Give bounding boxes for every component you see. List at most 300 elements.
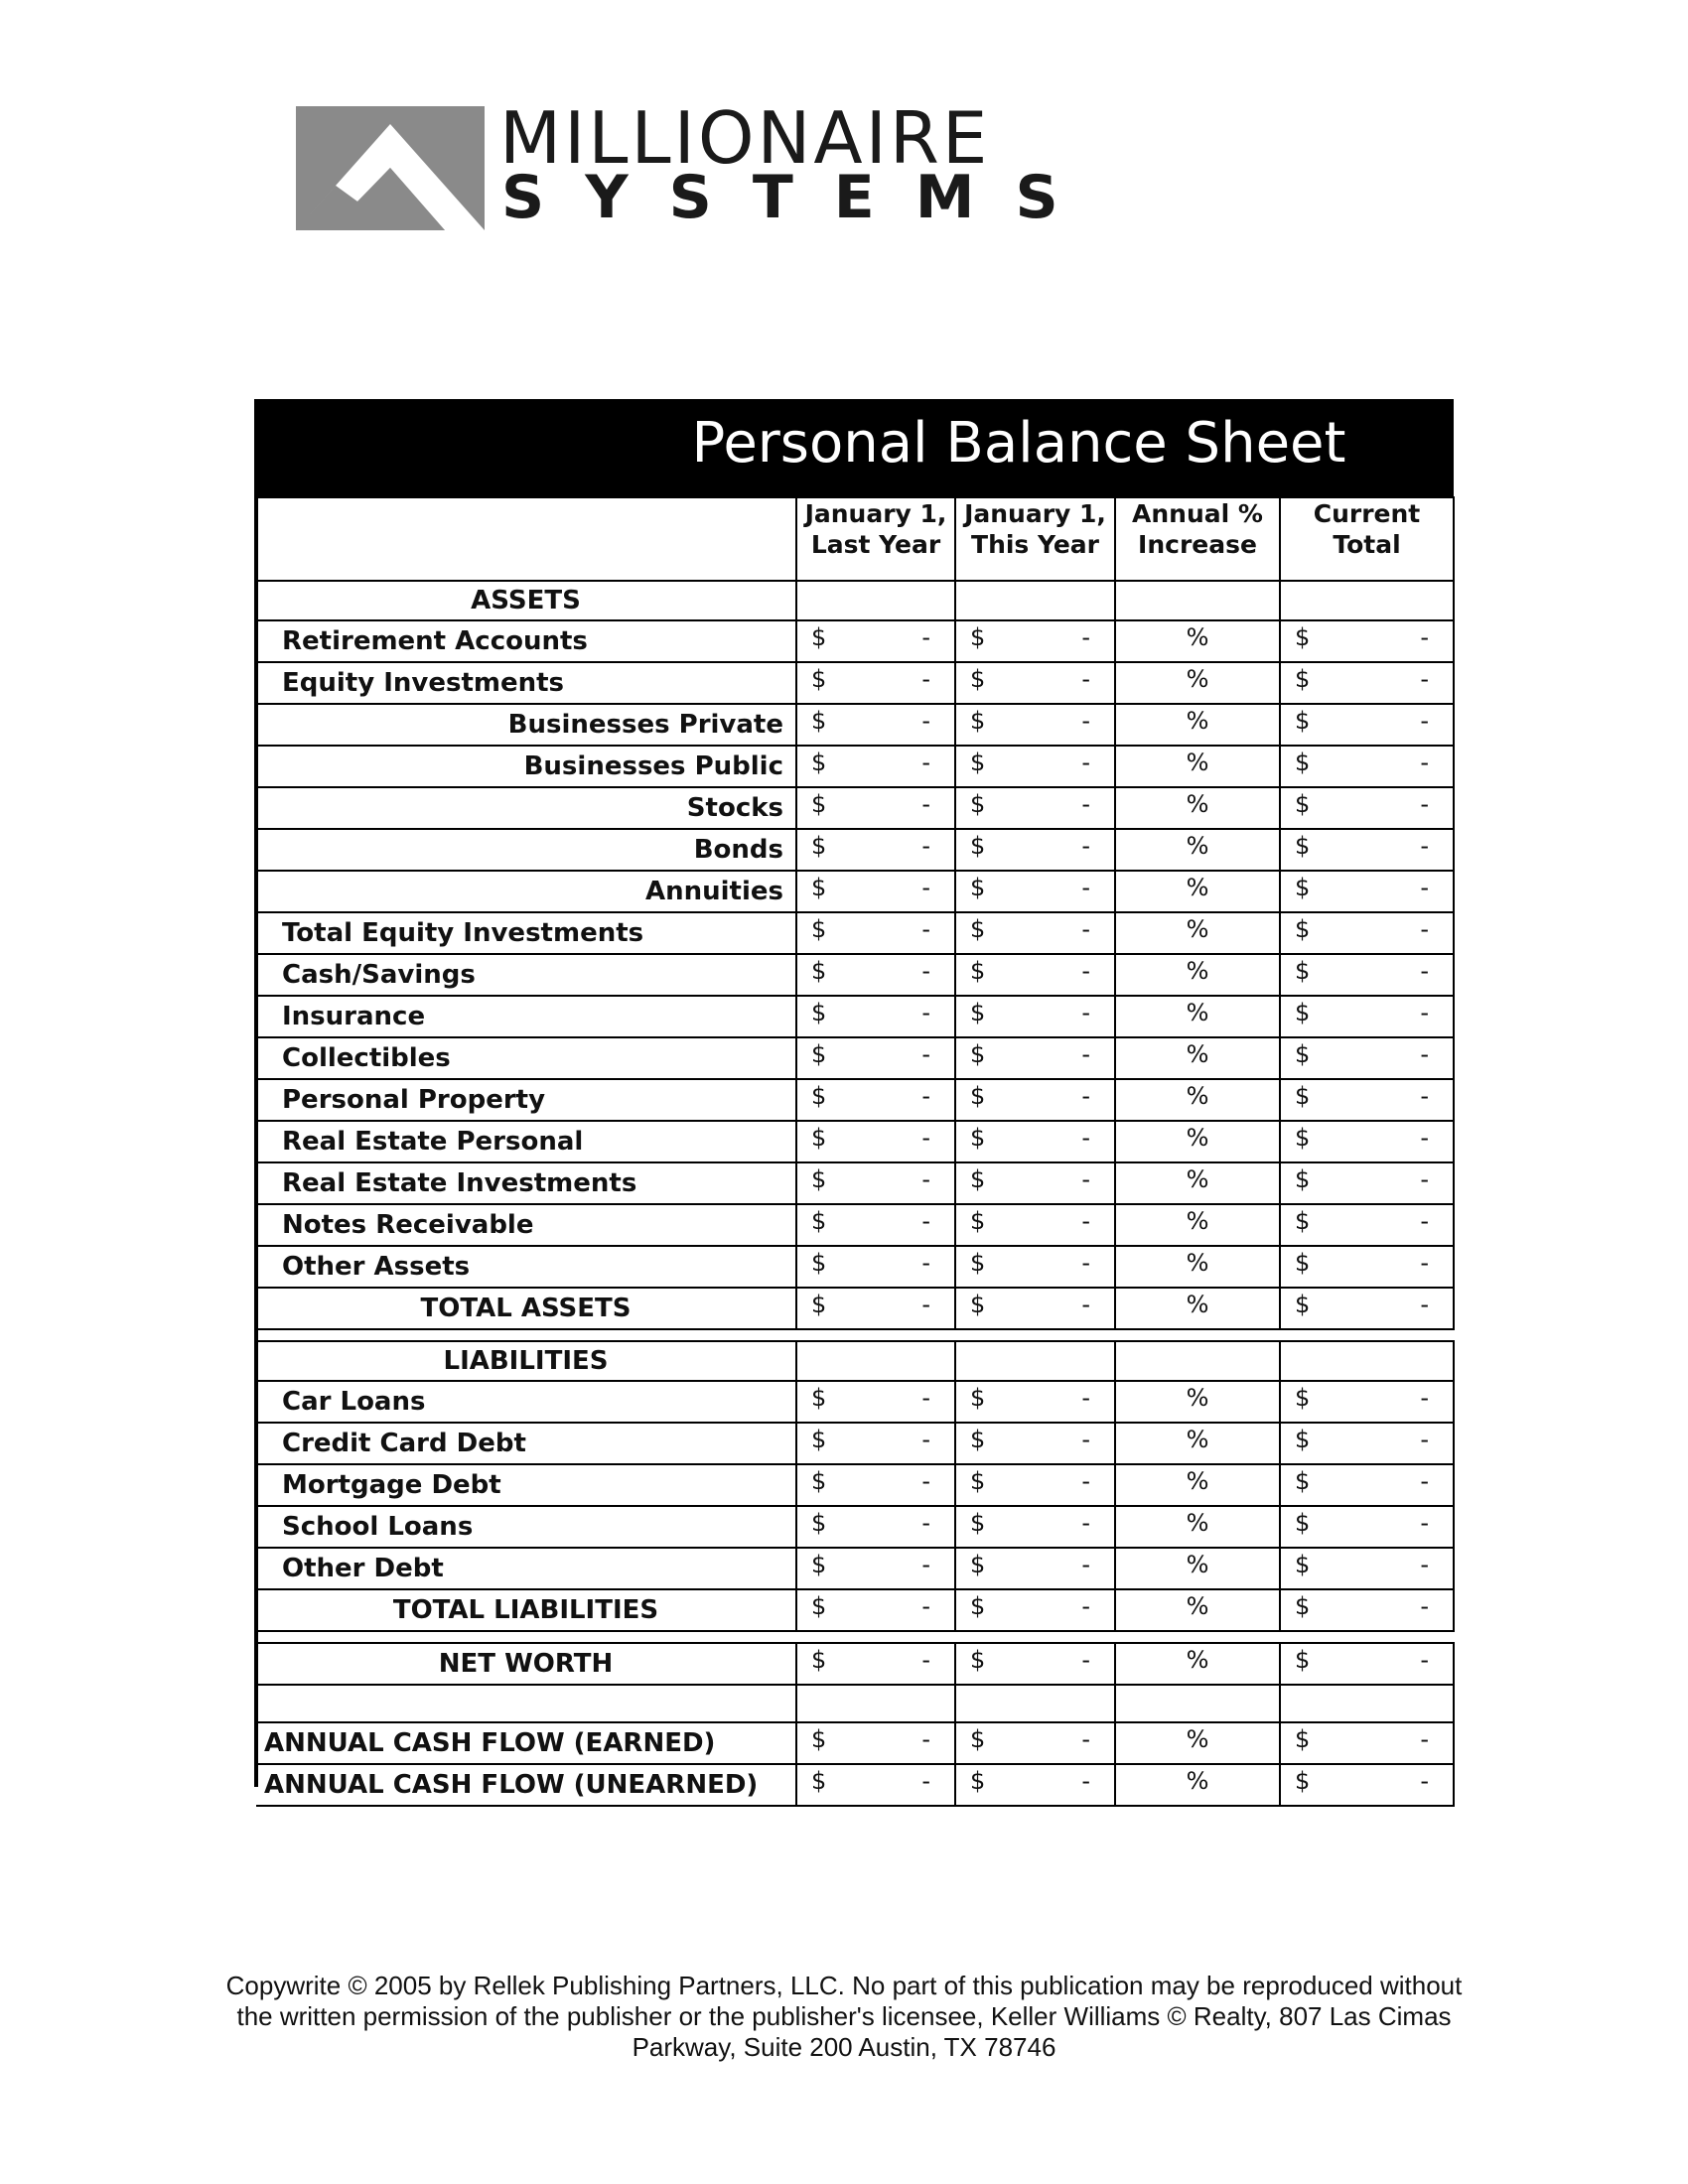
amount-cell[interactable]: [1280, 871, 1454, 912]
asset-label: Businesses Private: [256, 704, 796, 746]
percent-cell[interactable]: [1115, 1381, 1280, 1423]
amount-dash: -: [1420, 749, 1429, 776]
dollar-sign: $: [811, 1592, 827, 1620]
dollar-sign: $: [970, 749, 986, 776]
amount-cell[interactable]: [796, 871, 955, 912]
percent-cell[interactable]: [1115, 787, 1280, 829]
amount-dash: -: [1081, 665, 1090, 693]
amount-dash: -: [921, 1551, 930, 1578]
amount-cell[interactable]: [955, 912, 1115, 954]
amount-cell[interactable]: [796, 996, 955, 1037]
section-gap: [256, 1329, 1454, 1341]
amount-dash: -: [1081, 957, 1090, 985]
dollar-sign: $: [970, 1592, 986, 1620]
gap-cell: [955, 1329, 1115, 1341]
assets-heading-row: [256, 581, 1454, 620]
gap-cell: [1115, 1329, 1280, 1341]
amount-cell[interactable]: [796, 1204, 955, 1246]
amount-cell[interactable]: [1280, 912, 1454, 954]
dollar-sign: $: [811, 1165, 827, 1193]
empty-cell: [955, 581, 1115, 620]
amount-dash: -: [1081, 1551, 1090, 1578]
net-worth-label-row: [256, 1643, 1454, 1685]
amount-cell[interactable]: [955, 620, 1115, 662]
percent-sign: %: [1186, 790, 1209, 818]
percent-cell[interactable]: [1115, 1204, 1280, 1246]
amount-cell[interactable]: [1280, 1079, 1454, 1121]
percent-sign: %: [1186, 1040, 1209, 1068]
cash-flow-label: ANNUAL CASH FLOW (EARNED): [256, 1722, 796, 1764]
amount-cell[interactable]: [955, 996, 1115, 1037]
copyright-footer: [119, 1971, 1569, 2063]
percent-sign: %: [1186, 1384, 1209, 1412]
amount-cell[interactable]: [1280, 1246, 1454, 1288]
dollar-sign: $: [811, 1551, 827, 1578]
net-worth-label: NET WORTH: [256, 1643, 796, 1685]
percent-sign: %: [1186, 623, 1209, 651]
dollar-sign: $: [970, 1165, 986, 1193]
percent-cell[interactable]: [1115, 1162, 1280, 1204]
millionaire-systems-logo: [296, 96, 1120, 232]
dollar-sign: $: [970, 1725, 986, 1753]
amount-cell[interactable]: [955, 829, 1115, 871]
amount-dash: -: [921, 749, 930, 776]
amount-cell[interactable]: [955, 871, 1115, 912]
empty-cell: [1115, 1685, 1280, 1722]
header-current-total: Current Total: [1280, 497, 1454, 581]
amount-dash: -: [1420, 1040, 1429, 1068]
amount-dash: -: [1420, 1124, 1429, 1152]
amount-cell[interactable]: [955, 1079, 1115, 1121]
amount-cell[interactable]: [1280, 996, 1454, 1037]
empty-cell: [796, 1341, 955, 1381]
percent-cell[interactable]: [1115, 1722, 1280, 1764]
footer-line: Copywrite © 2005 by Rellek Publishing Partners, LLC. No part of this publication may be reproduced without: [225, 1971, 1463, 2000]
mountain-logo-icon: [296, 106, 485, 230]
dollar-sign: $: [811, 1124, 827, 1152]
amount-dash: -: [1420, 1426, 1429, 1453]
dollar-sign: $: [811, 1426, 827, 1453]
asset-label: Annuities: [256, 871, 796, 912]
amount-dash: -: [921, 1725, 930, 1753]
dollar-sign: $: [970, 790, 986, 818]
dollar-sign: $: [1295, 1165, 1311, 1193]
dollar-sign: $: [811, 874, 827, 901]
asset-label-row: [256, 871, 1454, 912]
amount-cell[interactable]: [955, 1121, 1115, 1162]
amount-cell[interactable]: [1280, 954, 1454, 996]
percent-sign: %: [1186, 1725, 1209, 1753]
asset-label: Cash/Savings: [256, 954, 796, 996]
amount-cell[interactable]: [1280, 704, 1454, 746]
assets-heading: ASSETS: [256, 581, 796, 620]
percent-cell[interactable]: [1115, 1643, 1280, 1685]
dollar-sign: $: [811, 1509, 827, 1537]
gap-cell: [256, 1631, 796, 1643]
dollar-sign: $: [970, 1426, 986, 1453]
asset-label: Real Estate Personal: [256, 1121, 796, 1162]
amount-cell[interactable]: [1280, 620, 1454, 662]
dollar-sign: $: [970, 1509, 986, 1537]
amount-dash: -: [921, 915, 930, 943]
percent-sign: %: [1186, 1646, 1209, 1674]
amount-cell[interactable]: [955, 1722, 1115, 1764]
amount-dash: -: [1081, 1040, 1090, 1068]
amount-cell[interactable]: [796, 1037, 955, 1079]
asset-label: Equity Investments: [256, 662, 796, 704]
asset-label-row: [256, 746, 1454, 787]
percent-sign: %: [1186, 1426, 1209, 1453]
asset-label: Other Assets: [256, 1246, 796, 1288]
dollar-sign: $: [1295, 1467, 1311, 1495]
percent-sign: %: [1186, 1165, 1209, 1193]
dollar-sign: $: [1295, 1040, 1311, 1068]
percent-cell[interactable]: [1115, 829, 1280, 871]
amount-cell[interactable]: [955, 1548, 1115, 1589]
amount-dash: -: [921, 999, 930, 1026]
amount-dash: -: [1420, 1082, 1429, 1110]
amount-dash: -: [1081, 623, 1090, 651]
amount-cell[interactable]: [955, 1204, 1115, 1246]
amount-cell[interactable]: [796, 954, 955, 996]
cash-flow-label-row: [256, 1722, 1454, 1764]
amount-dash: -: [1420, 1646, 1429, 1674]
footer-line: Parkway, Suite 200 Austin, TX 78746: [632, 2032, 1056, 2062]
dollar-sign: $: [1295, 1124, 1311, 1152]
dollar-sign: $: [1295, 665, 1311, 693]
column-header-row: [256, 497, 1454, 581]
percent-cell[interactable]: [1115, 871, 1280, 912]
amount-cell[interactable]: [796, 1548, 955, 1589]
percent-sign: %: [1186, 1592, 1209, 1620]
amount-cell[interactable]: [796, 787, 955, 829]
amount-cell[interactable]: [955, 1506, 1115, 1548]
amount-dash: -: [921, 874, 930, 901]
gap-cell: [256, 1329, 796, 1341]
total-assets-label-row: [256, 1288, 1454, 1329]
asset-label: Personal Property: [256, 1079, 796, 1121]
amount-cell[interactable]: [955, 1589, 1115, 1631]
percent-cell[interactable]: [1115, 996, 1280, 1037]
amount-cell[interactable]: [1280, 662, 1454, 704]
amount-cell[interactable]: [955, 1162, 1115, 1204]
dollar-sign: $: [1295, 1767, 1311, 1795]
percent-cell[interactable]: [1115, 1121, 1280, 1162]
amount-dash: -: [921, 1467, 930, 1495]
amount-dash: -: [1420, 1767, 1429, 1795]
gap-cell: [955, 1631, 1115, 1643]
amount-dash: -: [1081, 832, 1090, 860]
asset-label-row: [256, 1246, 1454, 1288]
amount-cell[interactable]: [796, 1506, 955, 1548]
gap-cell: [796, 1329, 955, 1341]
liability-label-row: [256, 1464, 1454, 1506]
amount-cell[interactable]: [955, 1764, 1115, 1806]
percent-sign: %: [1186, 1249, 1209, 1277]
amount-dash: -: [1420, 790, 1429, 818]
amount-dash: -: [1081, 1249, 1090, 1277]
dollar-sign: $: [970, 623, 986, 651]
header-last-year: January 1, Last Year: [796, 497, 955, 581]
amount-dash: -: [1420, 915, 1429, 943]
liability-label: Other Debt: [256, 1548, 796, 1589]
dollar-sign: $: [1295, 1082, 1311, 1110]
percent-sign: %: [1186, 957, 1209, 985]
percent-cell[interactable]: [1115, 1079, 1280, 1121]
dollar-sign: $: [811, 832, 827, 860]
amount-dash: -: [1420, 1249, 1429, 1277]
amount-cell[interactable]: [796, 1464, 955, 1506]
empty-cell: [796, 1685, 955, 1722]
asset-label-row: [256, 1079, 1454, 1121]
amount-cell[interactable]: [955, 746, 1115, 787]
asset-label: Bonds: [256, 829, 796, 871]
asset-label-row: [256, 829, 1454, 871]
dollar-sign: $: [1295, 915, 1311, 943]
amount-dash: -: [1081, 1509, 1090, 1537]
cash-flow-label: ANNUAL CASH FLOW (UNEARNED): [256, 1764, 796, 1806]
logo-wordmark-bottom: SYSTEMS: [501, 163, 1099, 232]
amount-cell[interactable]: [796, 620, 955, 662]
amount-dash: -: [1081, 1592, 1090, 1620]
percent-sign: %: [1186, 1124, 1209, 1152]
amount-cell[interactable]: [796, 1423, 955, 1464]
asset-label-row: [256, 704, 1454, 746]
amount-cell[interactable]: [955, 954, 1115, 996]
amount-cell[interactable]: [955, 1037, 1115, 1079]
percent-cell[interactable]: [1115, 1506, 1280, 1548]
dollar-sign: $: [1295, 874, 1311, 901]
dollar-sign: $: [1295, 1725, 1311, 1753]
amount-cell[interactable]: [1280, 1764, 1454, 1806]
amount-dash: -: [1420, 1467, 1429, 1495]
amount-dash: -: [1420, 623, 1429, 651]
amount-cell[interactable]: [1280, 787, 1454, 829]
percent-cell[interactable]: [1115, 1288, 1280, 1329]
percent-sign: %: [1186, 1551, 1209, 1578]
percent-sign: %: [1186, 1509, 1209, 1537]
dollar-sign: $: [811, 999, 827, 1026]
percent-cell[interactable]: [1115, 662, 1280, 704]
dollar-sign: $: [1295, 749, 1311, 776]
amount-cell[interactable]: [796, 1381, 955, 1423]
percent-sign: %: [1186, 665, 1209, 693]
amount-cell[interactable]: [1280, 746, 1454, 787]
percent-cell[interactable]: [1115, 1589, 1280, 1631]
amount-dash: -: [1420, 1165, 1429, 1193]
amount-cell[interactable]: [955, 704, 1115, 746]
amount-cell[interactable]: [1280, 1722, 1454, 1764]
amount-cell[interactable]: [1280, 1381, 1454, 1423]
dollar-sign: $: [1295, 623, 1311, 651]
amount-dash: -: [1081, 999, 1090, 1026]
percent-sign: %: [1186, 999, 1209, 1026]
empty-cell: [1280, 581, 1454, 620]
liability-label: School Loans: [256, 1506, 796, 1548]
gap-cell: [1115, 1631, 1280, 1643]
amount-dash: -: [921, 1509, 930, 1537]
percent-cell[interactable]: [1115, 1764, 1280, 1806]
dollar-sign: $: [1295, 1249, 1311, 1277]
amount-cell[interactable]: [1280, 1162, 1454, 1204]
amount-cell[interactable]: [955, 1381, 1115, 1423]
amount-cell[interactable]: [1280, 1121, 1454, 1162]
empty-cell: [955, 1685, 1115, 1722]
asset-label: Real Estate Investments: [256, 1162, 796, 1204]
amount-dash: -: [921, 832, 930, 860]
amount-dash: -: [921, 1384, 930, 1412]
amount-cell[interactable]: [796, 1121, 955, 1162]
amount-cell[interactable]: [796, 1643, 955, 1685]
percent-cell[interactable]: [1115, 1037, 1280, 1079]
asset-label: Notes Receivable: [256, 1204, 796, 1246]
amount-cell[interactable]: [796, 1079, 955, 1121]
amount-cell[interactable]: [796, 1246, 955, 1288]
amount-cell[interactable]: [1280, 1643, 1454, 1685]
asset-label: Businesses Public: [256, 746, 796, 787]
percent-cell[interactable]: [1115, 912, 1280, 954]
asset-label: Collectibles: [256, 1037, 796, 1079]
amount-cell[interactable]: [1280, 1288, 1454, 1329]
amount-dash: -: [1081, 1384, 1090, 1412]
amount-dash: -: [921, 957, 930, 985]
amount-cell[interactable]: [1280, 1548, 1454, 1589]
amount-cell[interactable]: [955, 662, 1115, 704]
dollar-sign: $: [811, 623, 827, 651]
dollar-sign: $: [970, 1384, 986, 1412]
amount-cell[interactable]: [796, 704, 955, 746]
dollar-sign: $: [1295, 1207, 1311, 1235]
dollar-sign: $: [811, 1040, 827, 1068]
asset-label-row: [256, 620, 1454, 662]
dollar-sign: $: [811, 1725, 827, 1753]
amount-cell[interactable]: [1280, 1204, 1454, 1246]
dollar-sign: $: [1295, 1426, 1311, 1453]
percent-cell[interactable]: [1115, 1548, 1280, 1589]
liability-label: Mortgage Debt: [256, 1464, 796, 1506]
amount-cell[interactable]: [955, 1643, 1115, 1685]
gap-cell: [1280, 1631, 1454, 1643]
percent-cell[interactable]: [1115, 746, 1280, 787]
amount-dash: -: [921, 1592, 930, 1620]
amount-dash: -: [1081, 1291, 1090, 1318]
liability-label: Car Loans: [256, 1381, 796, 1423]
amount-cell[interactable]: [1280, 1037, 1454, 1079]
amount-cell[interactable]: [796, 1589, 955, 1631]
dollar-sign: $: [811, 1646, 827, 1674]
percent-sign: %: [1186, 749, 1209, 776]
gap-cell: [796, 1631, 955, 1643]
amount-dash: -: [1081, 874, 1090, 901]
dollar-sign: $: [811, 1767, 827, 1795]
percent-cell[interactable]: [1115, 1246, 1280, 1288]
header-annual-increase: Annual % Increase: [1115, 497, 1280, 581]
empty-cell: [1115, 581, 1280, 620]
percent-cell[interactable]: [1115, 620, 1280, 662]
dollar-sign: $: [1295, 707, 1311, 735]
asset-label-row: [256, 1162, 1454, 1204]
percent-sign: %: [1186, 1291, 1209, 1318]
amount-cell[interactable]: [955, 1246, 1115, 1288]
amount-cell[interactable]: [1280, 1589, 1454, 1631]
percent-cell[interactable]: [1115, 1423, 1280, 1464]
dollar-sign: $: [811, 790, 827, 818]
asset-label-row: [256, 954, 1454, 996]
percent-cell[interactable]: [1115, 704, 1280, 746]
amount-cell[interactable]: [1280, 829, 1454, 871]
dollar-sign: $: [1295, 999, 1311, 1026]
amount-cell[interactable]: [796, 1764, 955, 1806]
dollar-sign: $: [1295, 1592, 1311, 1620]
amount-cell[interactable]: [955, 787, 1115, 829]
amount-cell[interactable]: [796, 746, 955, 787]
amount-cell[interactable]: [955, 1288, 1115, 1329]
dollar-sign: $: [811, 1082, 827, 1110]
amount-cell[interactable]: [1280, 1423, 1454, 1464]
amount-dash: -: [921, 1767, 930, 1795]
asset-label: Total Equity Investments: [256, 912, 796, 954]
amount-cell[interactable]: [1280, 1506, 1454, 1548]
dollar-sign: $: [1295, 1551, 1311, 1578]
dollar-sign: $: [970, 707, 986, 735]
amount-dash: -: [1420, 1384, 1429, 1412]
percent-cell[interactable]: [1115, 1464, 1280, 1506]
percent-sign: %: [1186, 1082, 1209, 1110]
dollar-sign: $: [970, 874, 986, 901]
amount-dash: -: [1081, 707, 1090, 735]
percent-cell[interactable]: [1115, 954, 1280, 996]
asset-label-row: [256, 1204, 1454, 1246]
amount-dash: -: [1081, 1646, 1090, 1674]
percent-sign: %: [1186, 915, 1209, 943]
amount-dash: -: [1081, 1124, 1090, 1152]
amount-cell[interactable]: [796, 1722, 955, 1764]
gap-cell: [1280, 1329, 1454, 1341]
liability-label-row: [256, 1423, 1454, 1464]
amount-cell[interactable]: [796, 662, 955, 704]
amount-dash: -: [921, 1646, 930, 1674]
empty-cell: [955, 1341, 1115, 1381]
dollar-sign: $: [1295, 1384, 1311, 1412]
dollar-sign: $: [811, 665, 827, 693]
percent-sign: %: [1186, 1207, 1209, 1235]
dollar-sign: $: [970, 915, 986, 943]
total-liabilities-label-row: [256, 1589, 1454, 1631]
amount-cell[interactable]: [796, 1288, 955, 1329]
dollar-sign: $: [811, 1291, 827, 1318]
amount-cell[interactable]: [796, 1162, 955, 1204]
amount-cell[interactable]: [796, 912, 955, 954]
dollar-sign: $: [811, 1467, 827, 1495]
amount-cell[interactable]: [1280, 1464, 1454, 1506]
dollar-sign: $: [1295, 1509, 1311, 1537]
amount-dash: -: [1081, 1082, 1090, 1110]
amount-cell[interactable]: [796, 829, 955, 871]
amount-dash: -: [1081, 1426, 1090, 1453]
liabilities-heading-row: [256, 1341, 1454, 1381]
amount-dash: -: [921, 707, 930, 735]
amount-cell[interactable]: [955, 1423, 1115, 1464]
blank-row: [256, 1685, 1454, 1722]
amount-dash: -: [1420, 1291, 1429, 1318]
amount-cell[interactable]: [955, 1464, 1115, 1506]
asset-label: Retirement Accounts: [256, 620, 796, 662]
asset-label-row: [256, 996, 1454, 1037]
dollar-sign: $: [970, 1249, 986, 1277]
dollar-sign: $: [970, 1646, 986, 1674]
asset-label-row: [256, 1037, 1454, 1079]
liabilities-heading: LIABILITIES: [256, 1341, 796, 1381]
